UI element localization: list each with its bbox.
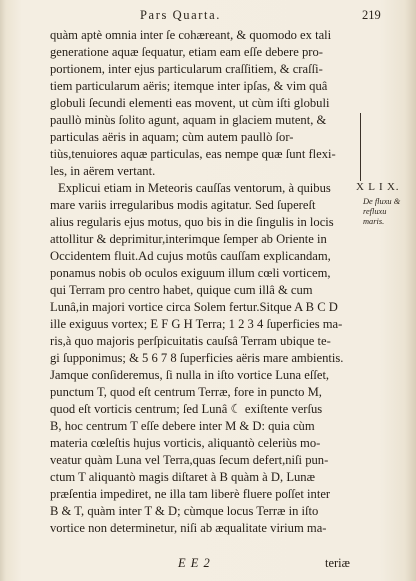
text-line: attollitur & deprimitur,interimque ſemper ab Oriente in (50, 232, 327, 246)
text-line: quàm aptè omnia inter ſe cohæreant, & quomodo ex tali (50, 28, 332, 42)
page-number: 219 (362, 8, 381, 22)
text-line: portionem, inter ejus particularum craſſitiem, & craſſi- (50, 62, 323, 76)
text-line: mare variis irregularibus modis agitatur. Sed ſupereſt (50, 198, 316, 212)
running-head-title: Pars Quarta. (140, 8, 221, 22)
text-line: præſentia impediret, ne illa tam liberè fluere poſſet inter (50, 487, 331, 501)
text-line: B, hoc centrum T eſſe debere inter M & D: quia cùm (50, 419, 315, 433)
text-line: tiem particularum aëris; itemque inter ipſas, & vim quâ (50, 79, 328, 93)
text-line: ris,à quo majoris perſpicuitatis cauſsâ Terram ubique te- (50, 334, 331, 348)
margin-bracket (356, 113, 361, 181)
text-line: qui Terram pro centro habet, quique cum illâ & cum (50, 283, 313, 297)
text-line: ponamus nobis ob oculos exiguum illum cœli vorticem, (50, 266, 331, 280)
text-line: veatur quàm Luna vel Terra,quas ſecum defert,niſi pun- (50, 453, 329, 467)
body-text (50, 27, 352, 537)
text-line: particulas aëris in aquam; cùm autem paullò ſor- (50, 130, 294, 144)
text-line: punctum T, quod eſt centrum Terræ, fore in puncto M, (50, 385, 322, 399)
text-line: paullò minùs ſolito agunt, aquam in glaciem mutent, & (50, 113, 327, 127)
running-head (0, 8, 416, 24)
paragraph-start-line: Explicui etiam in Meteoris cauſſas ventorum, à quibus (58, 181, 331, 195)
text-line: ille exiguus vortex; E F G H Terra; 1 2 3 4 ſuperficies ma- (50, 317, 343, 331)
text-line: Occidentem fluit.Ad cujus motûs cauſſam explicandam, (50, 249, 331, 263)
text-line: Lunâ,in majori vortice circa Solem fertur.Sitque A B C D (50, 300, 338, 314)
text-line: les, in aërem vertant. (50, 164, 156, 178)
text-line: tiùs,tenuiores aquæ particulas, eas nempe quæ ſunt flexi- (50, 147, 336, 161)
text-line: alius regularis ejus motus, quo bis in die ſingulis in locis (50, 215, 334, 229)
text-line: Jamque conſideremus, ſi nulla in iſto vortice Luna eſſet, (50, 368, 330, 382)
text-line: quod eſt vorticis centrum; ſed Lunâ ☾ exiſtente verſus (50, 402, 323, 416)
text-line: materia cœleſtis hujus vorticis, aliquantò celeriùs mo- (50, 436, 321, 450)
margin-note: De fluxu & refluxu maris. (363, 197, 401, 226)
catchword: teriæ (325, 556, 350, 570)
margin-section-number: X L I X. (356, 181, 400, 193)
text-line: globuli ſecundi elementi eas movent, ut cùm iſti globuli (50, 96, 330, 110)
signature-mark: E E 2 (178, 556, 211, 570)
text-line: B & T, quàm inter T & D; cùmque locus Terræ in iſto (50, 504, 319, 518)
text-line: vortice non determinetur, niſi ab æqualitate virium ma- (50, 521, 327, 535)
text-line: generatione aquæ ſequatur, etiam eam eſſe debere pro- (50, 45, 323, 59)
text-line: gi ſupponimus; & 5 6 7 8 ſuperficies aëris mare ambientis. (50, 351, 344, 365)
text-line: ctum T aliquantò magis diſtaret à B quàm à D, Lunæ (50, 470, 316, 484)
